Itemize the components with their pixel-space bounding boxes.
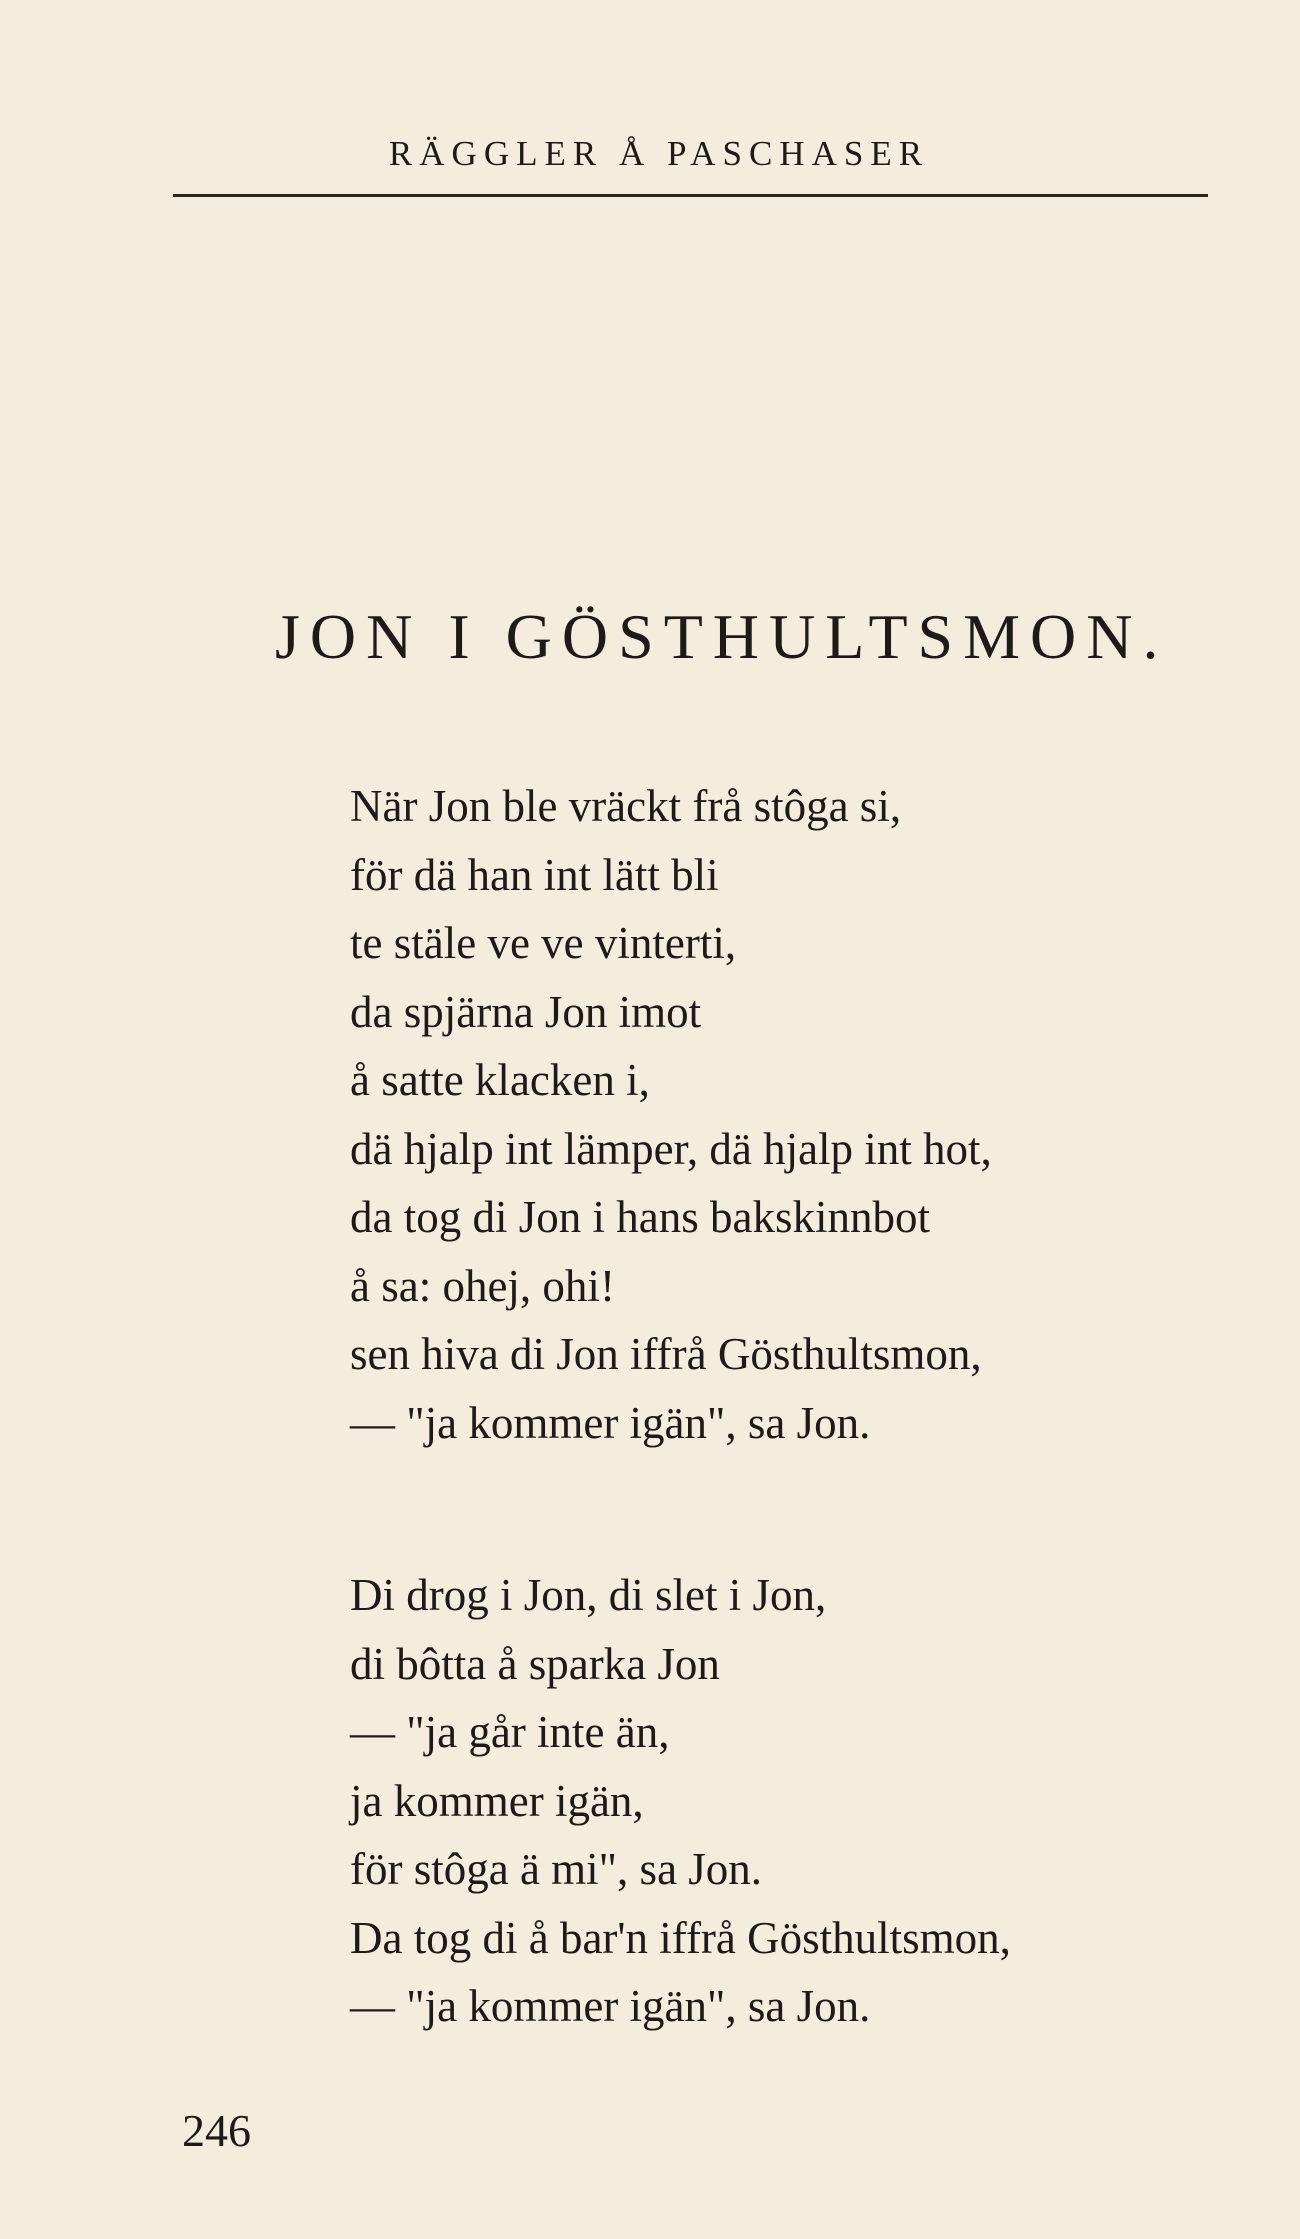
poem-line: sen hiva di Jon iffrå Gösthultsmon, (350, 1329, 982, 1379)
stanza-1 (350, 772, 992, 1457)
poem-line: — "ja kommer igän", sa Jon. (350, 1981, 871, 2031)
poem-line: — "ja kommer igän", sa Jon. (350, 1397, 871, 1448)
poem-line: da tog di Jon i hans bakskinnbot (350, 1192, 930, 1242)
poem-line: för stôga ä mi", sa Jon. (350, 1844, 763, 1894)
poem-line: å satte klacken i, (350, 1055, 650, 1105)
poem-line: — "ja går inte än, (350, 1707, 670, 1757)
running-head: RÄGGLER Å PASCHASER (388, 134, 930, 173)
poem-line: å sa: ohej, ohi! (350, 1260, 615, 1311)
poem-line: ja kommer igän, (350, 1775, 644, 1826)
poem-line: När Jon ble vräckt frå stôga si, (350, 781, 902, 831)
poem-title: JON I GÖSTHULTSMON. (275, 601, 1169, 672)
poem-line: Da tog di å bar'n iffrå Gösthultsmon, (350, 1912, 1011, 1963)
page-number: 246 (182, 2105, 251, 2156)
poem-line: för dä han int lätt bli (350, 849, 719, 900)
poem-line: te stäle ve ve vinterti, (350, 918, 737, 968)
poem-line: di bôtta å sparka Jon (350, 1638, 720, 1689)
poem-line: da spjärna Jon imot (350, 986, 702, 1037)
header-rule (173, 194, 1208, 197)
stanza-2 (350, 1561, 1011, 2041)
poem-line: dä hjalp int lämper, dä hjalp int hot, (350, 1123, 992, 1174)
poem-line: Di drog i Jon, di slet i Jon, (350, 1570, 827, 1620)
